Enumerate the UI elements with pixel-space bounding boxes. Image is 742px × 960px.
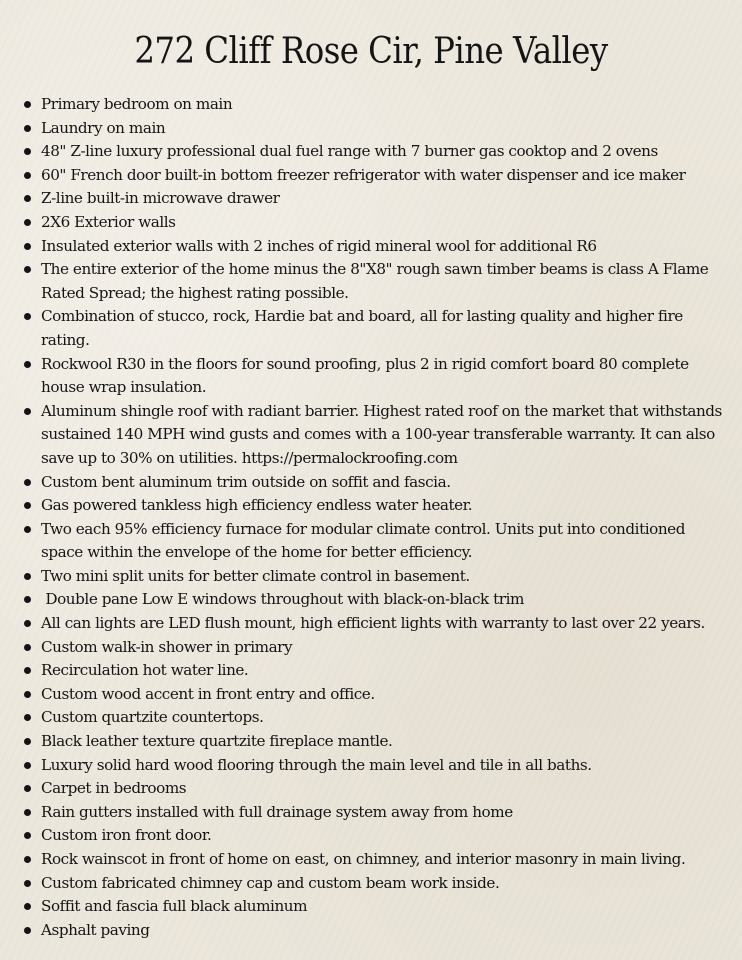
feature-text: Carpet in bedrooms [41, 779, 187, 798]
feature-text: Custom iron front door. [41, 826, 212, 845]
feature-text: Aluminum shingle roof with radiant barrier. Highest rated roof on the market that withstands sustained 140 MPH wind gusts and comes with a 100-year transferable warranty. It can also save up to 30% on utilities. https://permalockroofing.com [41, 401, 727, 467]
bullet-icon [24, 101, 31, 108]
feature-item [22, 518, 722, 565]
feature-text: Custom fabricated chimney cap and custom beam work inside. [41, 873, 500, 892]
bullet-icon [24, 832, 31, 839]
feature-text: The entire exterior of the home minus the 8"X8" rough sawn timber beams is class A Flame Rated Spread; the highest rating possible. [41, 260, 713, 302]
feature-text: Custom quartzite countertops. [41, 708, 264, 727]
feature-item [22, 117, 722, 141]
feature-item [22, 258, 722, 305]
feature-item [22, 801, 722, 825]
feature-text: Laundry on main [41, 118, 166, 137]
feature-text: Custom walk-in shower in primary [41, 637, 293, 656]
feature-list [22, 93, 727, 942]
bullet-icon [24, 903, 31, 910]
feature-text: All can lights are LED flush mount, high efficient lights with warranty to last over 22 years. [41, 614, 705, 633]
bullet-icon [24, 927, 31, 934]
bullet-icon [24, 125, 31, 132]
page-title: 272 Cliff Rose Cir, Pine Valley [134, 31, 608, 72]
feature-item [22, 754, 722, 778]
bullet-icon [24, 620, 31, 627]
feature-text: Custom bent aluminum trim outside on soffit and fascia. [41, 472, 451, 491]
feature-item [22, 659, 722, 683]
feature-text: Luxury solid hard wood flooring through the main level and tile in all baths. [41, 755, 592, 774]
feature-text: 60" French door built-in bottom freezer refrigerator with water dispenser and ice maker [41, 165, 686, 184]
bullet-icon [24, 195, 31, 202]
bullet-icon [24, 408, 31, 415]
feature-text: Black leather texture quartzite fireplace mantle. [41, 732, 393, 751]
feature-text: Asphalt paving [41, 920, 150, 939]
feature-item [22, 636, 722, 660]
bullet-icon [24, 667, 31, 674]
feature-text: Combination of stucco, rock, Hardie bat and board, all for lasting quality and higher fire rating. [41, 307, 688, 349]
feature-item [22, 706, 722, 730]
feature-item [22, 400, 727, 471]
feature-item [22, 565, 722, 589]
bullet-icon [24, 738, 31, 745]
feature-item [22, 683, 722, 707]
feature-item [22, 919, 722, 943]
bullet-icon [24, 856, 31, 863]
feature-item [22, 93, 722, 117]
feature-item [22, 235, 722, 259]
feature-text: Rock wainscot in front of home on east, on chimney, and interior masonry in main living. [41, 850, 686, 868]
bullet-icon [24, 785, 31, 792]
bullet-icon [24, 596, 31, 603]
feature-item [22, 588, 722, 612]
bullet-icon [24, 502, 31, 509]
feature-item [22, 305, 722, 352]
feature-text: Rain gutters installed with full drainage system away from home [41, 802, 513, 821]
bullet-icon [24, 809, 31, 816]
feature-text: 2X6 Exterior walls [41, 212, 176, 231]
bullet-icon [24, 573, 31, 580]
bullet-icon [24, 243, 31, 250]
feature-text: Recirculation hot water line. [41, 661, 249, 680]
feature-item [22, 164, 722, 188]
bullet-icon [24, 644, 31, 651]
feature-text: Two mini split units for better climate control in basement. [41, 566, 470, 585]
feature-item [22, 895, 722, 919]
feature-item [22, 848, 722, 872]
bullet-icon [24, 714, 31, 721]
feature-item [22, 824, 722, 848]
feature-item [22, 187, 722, 211]
feature-text: 48" Z-line luxury professional dual fuel range with 7 burner gas cooktop and 2 ovens [41, 142, 658, 161]
bullet-icon [24, 313, 31, 320]
feature-item [22, 471, 722, 495]
feature-text: Primary bedroom on main [41, 95, 233, 113]
bullet-icon [24, 361, 31, 368]
bullet-icon [24, 691, 31, 698]
bullet-icon [24, 219, 31, 226]
bullet-icon [24, 148, 31, 155]
feature-text: Z-line built-in microwave drawer [41, 189, 280, 208]
bullet-icon [24, 880, 31, 887]
bullet-icon [24, 479, 31, 486]
feature-item [22, 494, 722, 518]
bullet-icon [24, 266, 31, 273]
feature-item [22, 211, 722, 235]
feature-text: Custom wood accent in front entry and office. [41, 684, 375, 703]
feature-text: Gas powered tankless high efficiency endless water heater. [41, 496, 473, 515]
bullet-icon [24, 526, 31, 533]
bullet-icon [24, 172, 31, 179]
bullet-icon [24, 762, 31, 769]
feature-text: Two each 95% efficiency furnace for modular climate control. Units put into conditioned space within the envelope of the home for better efficiency. [41, 519, 690, 562]
feature-item [22, 872, 722, 896]
feature-text: Double pane Low E windows throughout with black-on-black trim [41, 590, 524, 609]
feature-text: Insulated exterior walls with 2 inches of rigid mineral wool for additional R6 [41, 236, 597, 255]
feature-item [22, 140, 722, 164]
feature-text: Soffit and fascia full black aluminum [41, 897, 308, 916]
feature-text: Rockwool R30 in the floors for sound proofing, plus 2 in rigid comfort board 80 complete house wrap insulation. [41, 354, 694, 397]
feature-item [22, 612, 722, 636]
feature-item [22, 730, 722, 754]
feature-item [22, 777, 722, 801]
feature-item [22, 353, 722, 400]
